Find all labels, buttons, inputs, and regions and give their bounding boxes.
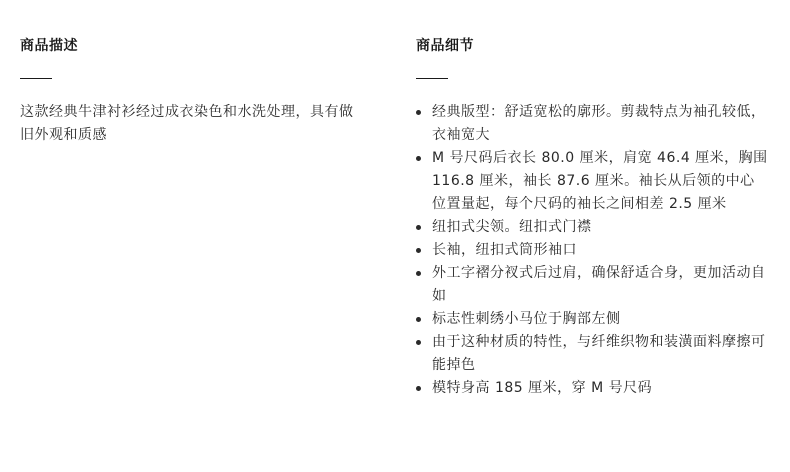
details-item-text: M 号尺码后衣长 80.0 厘米，肩宽 46.4 厘米，胸围 116.8 厘米，袖长 87.6 厘米。袖长从后领的中心位置量起，每个尺码的袖长之间相差 2.5 厘米 xyxy=(432,150,768,212)
bullet-icon xyxy=(416,248,421,253)
details-list xyxy=(416,101,768,400)
bullet-icon xyxy=(416,386,421,391)
bullet-icon xyxy=(416,225,421,230)
details-list-item xyxy=(416,308,768,331)
details-list-item xyxy=(416,239,768,262)
details-list-item xyxy=(416,216,768,239)
details-item-text: 纽扣式尖领。纽扣式门襟 xyxy=(432,219,592,235)
bullet-icon xyxy=(416,156,421,161)
details-heading: 商品细节 xyxy=(416,38,474,54)
details-item-text: 由于这种材质的特性，与纤维织物和装潢面料摩擦可能掉色 xyxy=(432,334,766,373)
details-item-text: 外工字褶分衩式后过肩，确保舒适合身，更加活动自如 xyxy=(432,265,766,304)
details-list-item xyxy=(416,331,768,377)
details-item-text: 标志性刺绣小马位于胸部左侧 xyxy=(432,311,621,327)
details-list-item xyxy=(416,101,768,147)
bullet-icon xyxy=(416,317,421,322)
details-heading-underline xyxy=(416,78,448,79)
bullet-icon xyxy=(416,340,421,345)
bullet-icon xyxy=(416,110,421,115)
description-heading: 商品描述 xyxy=(20,38,78,54)
details-item-text: 模特身高 185 厘米，穿 M 号尺码 xyxy=(432,380,653,396)
details-list-item xyxy=(416,147,768,216)
details-item-text: 经典版型：舒适宽松的廓形。剪裁特点为袖孔较低，衣袖宽大 xyxy=(432,104,766,143)
details-item-text: 长袖，纽扣式筒形袖口 xyxy=(432,242,577,258)
description-heading-underline xyxy=(20,78,52,79)
description-text: 这款经典牛津衬衫经过成衣染色和水洗处理，具有做旧外观和质感 xyxy=(20,104,354,143)
details-list-item xyxy=(416,377,768,400)
bullet-icon xyxy=(416,271,421,276)
details-list-item xyxy=(416,262,768,308)
